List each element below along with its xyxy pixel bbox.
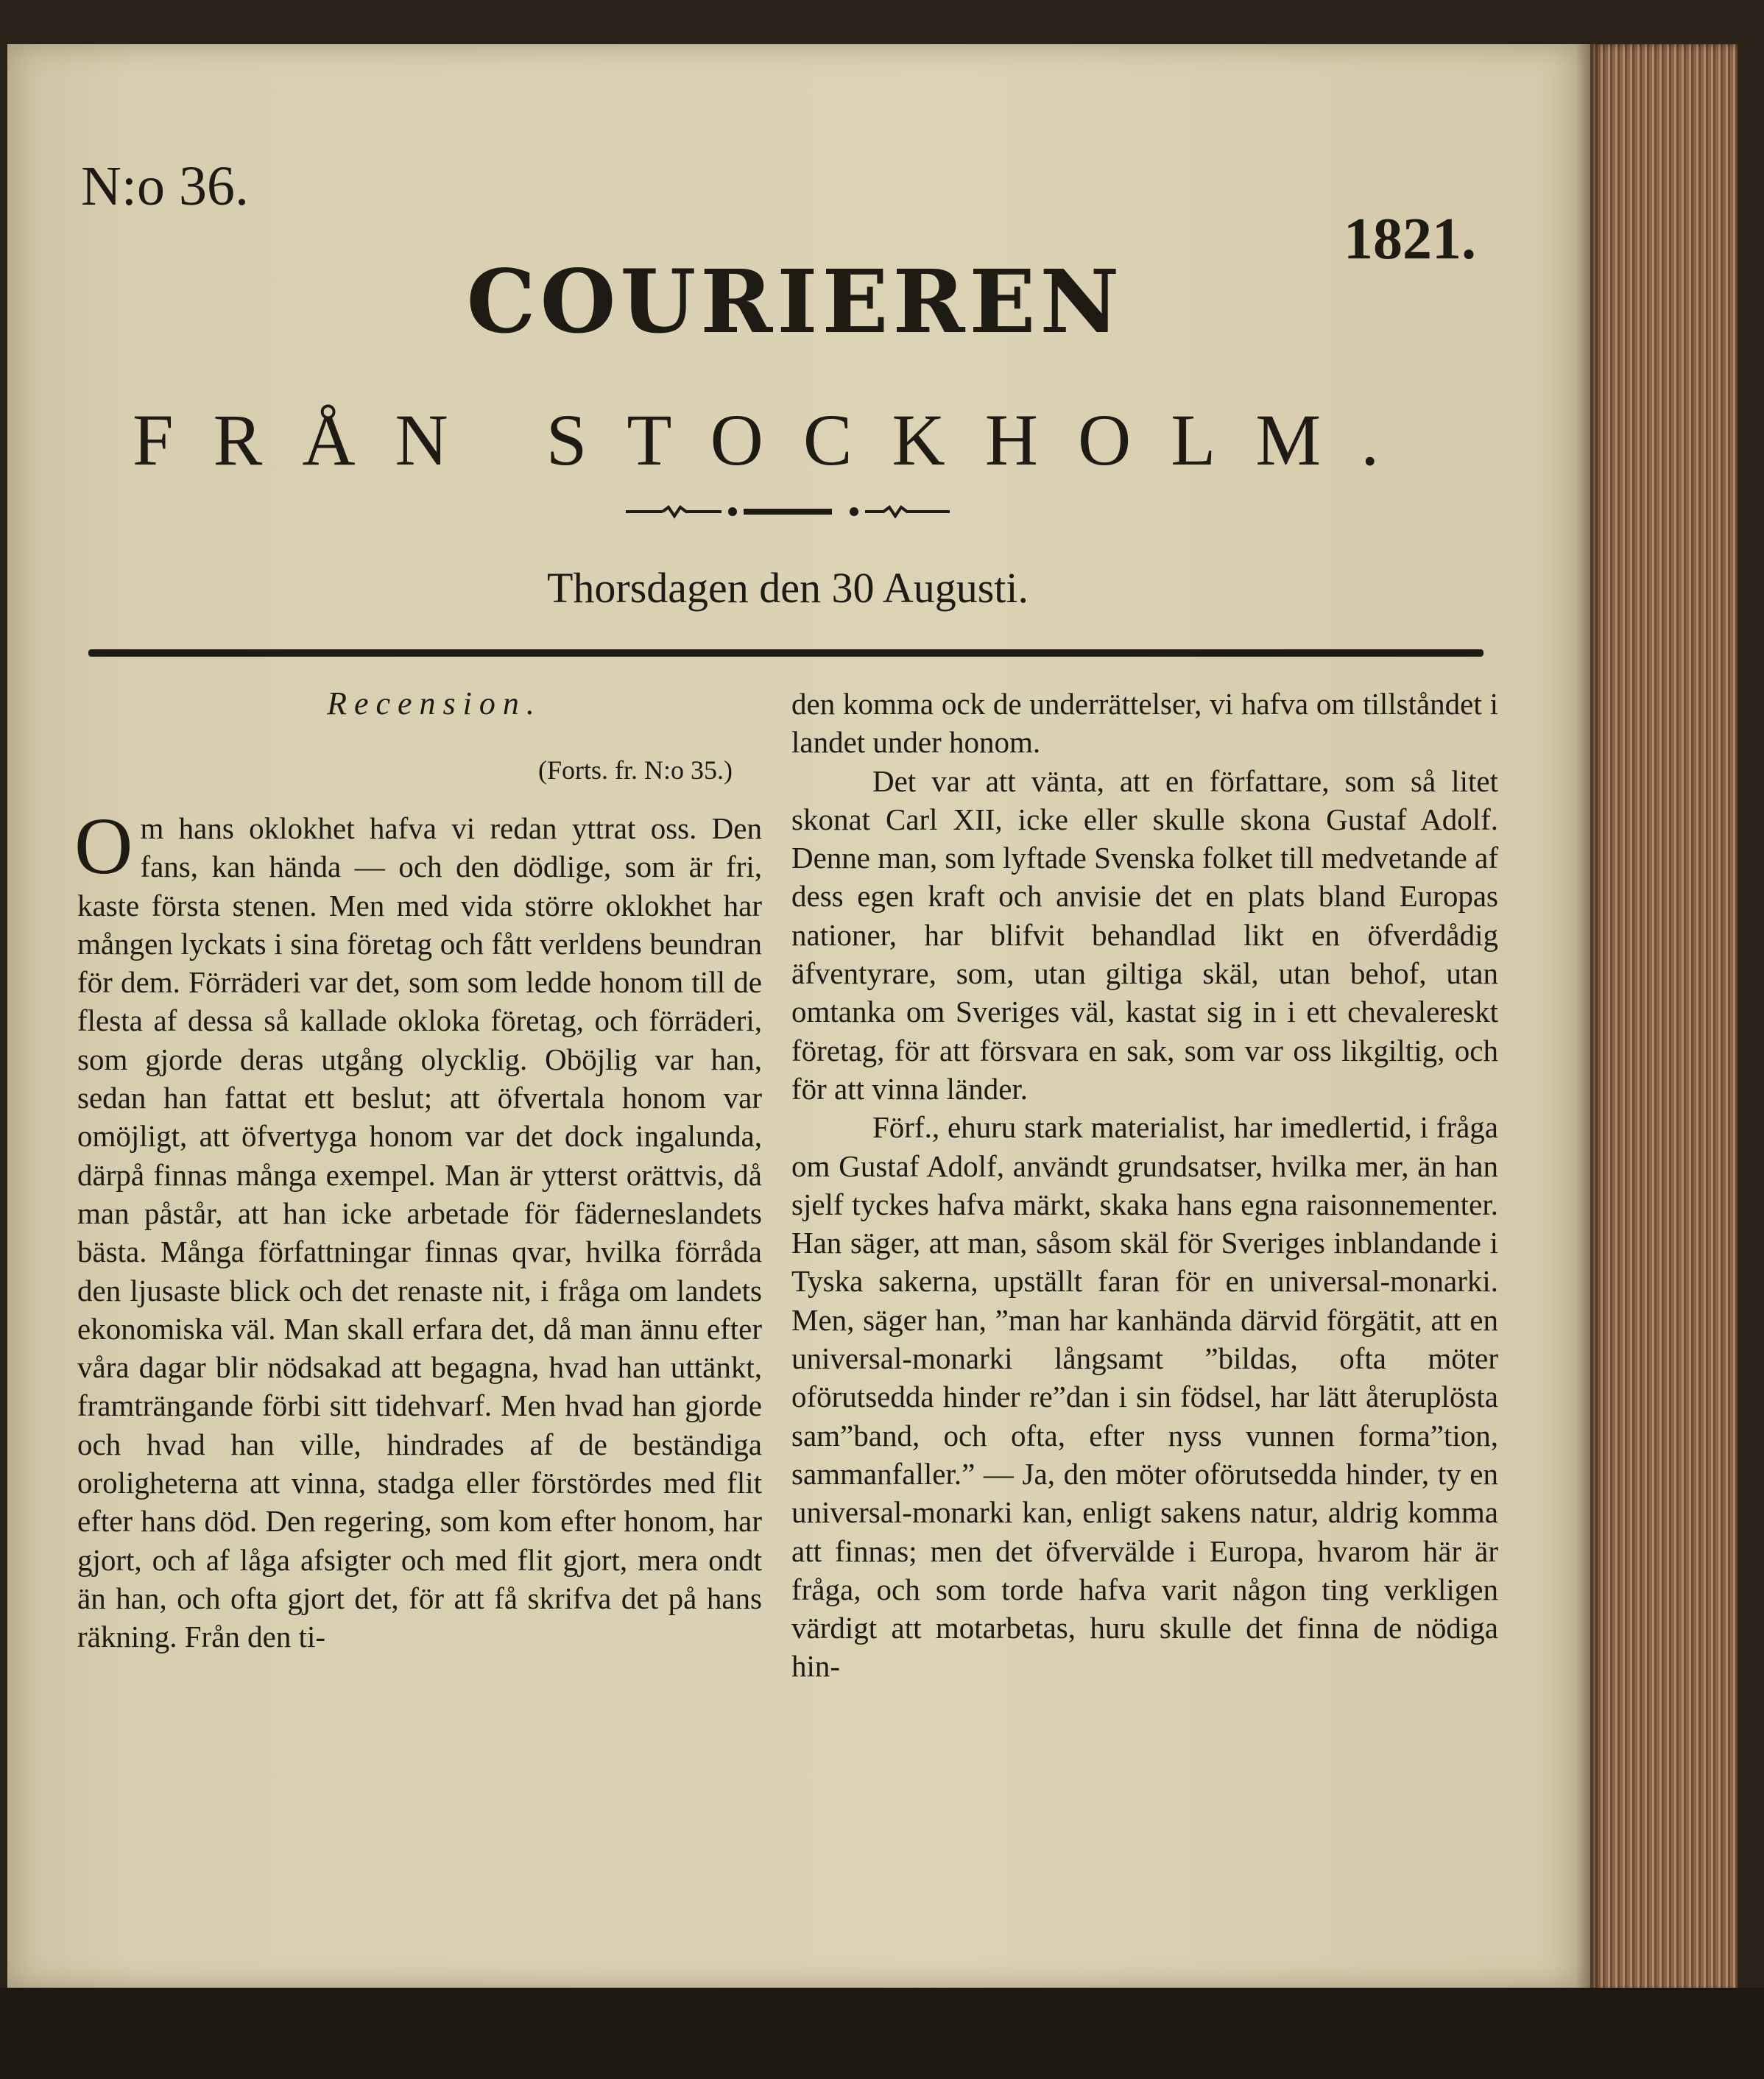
left-column <box>74 685 762 1656</box>
masthead-subtitle: FRÅN STOCKHOLM. <box>133 399 1419 481</box>
header-rule <box>88 649 1483 657</box>
masthead-title: COURIEREN <box>466 250 1124 353</box>
paragraph: Förf., ehuru stark materialist, har imedlertid, i fråga om Gustaf Adolf, användt grundsatser, hvilka mer, än han sjelf tyckes hafva märkt, skaka hans egna raisonnementer. Han säger, att man, såsom skäl för Sveriges inblandande i Tyska sakerna, upställt faran för en universal-monarki. Men, säger han, ”man har kanhända därvid förgätit, att en universal-monarki långsamt ”bildas, ofta möter oförutsedda hinder re”dan i sin födsel, har lätt återuplösta sam”band, och ofta, efter nyss vunnen forma”tion, sammanfaller.” — Ja, den möter oförutsedda hinder, ty en universal-monarki kan, enligt sakens natur, aldrig komma att finnas; men det öfvervälde i Europa, hvarom här är fråga, och som torde hafva varit någon ting verkligen värdigt att motarbetas, huru skulle det finna de nödiga hin- <box>791 1110 1498 1684</box>
background-shadow <box>0 1988 1764 2079</box>
paragraph: Det var att vänta, att en författare, som så litet skonat Carl XII, icke eller skulle skona Gustaf Adolf. Denne man, som lyftade Svenska folket till medvetande af dess egen kraft och anvisie det en plats bland Europas nationer, har blifvit behandlad likt en öfverdådig äfventyrare, som, utan giltiga skäl, utan behof, utan omtanka om Sveriges väl, kastat sig in i ett chevalereskt företag, för att försvara en sak, som var oss likgiltig, och för att vinna länder. <box>791 763 1498 1106</box>
section-heading: Recension. <box>327 685 542 721</box>
paragraph: den komma ock de underrättelser, vi hafva om tillståndet i landet under honom. <box>791 687 1498 760</box>
book-page-edges <box>1590 44 1737 1995</box>
issue-year: 1821. <box>1344 207 1476 272</box>
left-body-text: m hans oklokhet hafva vi redan yttrat oss. Den fans, kan hända — och den dödlige, som är fri, kaste första stenen. Men med vida större oklokhet har mången lyckats i sina företag och fått verldens beundran för dem. Förräderi var det, som som ledde honom till de flesta af dessa så kallade okloka företag, och förräderi, som gjorde deras utgång olycklig. Oböjlig var han, sedan han fattat ett beslut; att öfvertala honom var omöjligt, att öfvertyga honom var det dock ingalunda, därpå finnas många exempel. Man är ytterst orättvis, då man påstår, att han icke arbetade för fäderneslandets bästa. Många författningar finnas qvar, hvilka förråda den ljusaste blick och det renaste nit, i fråga om landets ekonomiska väl. Man skall erfara det, då man ännu efter våra dagar blir nödsakad att begagna, hvad han uttänkt, framträngande förbi sitt tidehvarf. Men hvad han gjorde och hvad han ville, hindrades af de beständiga oroligheterna att vinna, stadga eller förstördes med flit efter hans död. Den regering, som kom efter honom, har gjort, och af låga afsigter och med flit gjort, mera ondt än han, och ofta gjort det, för att få skrifva det på hans räkning. Från den ti- <box>77 811 762 1654</box>
left-body <box>74 801 762 1656</box>
right-column <box>791 685 1498 1686</box>
issue-date: Thorsdagen den 30 Augusti. <box>546 564 1029 612</box>
ornament-divider <box>611 501 964 523</box>
newspaper-page <box>7 44 1590 1988</box>
issue-number: N:o 36. <box>81 155 249 217</box>
drop-cap: O <box>74 801 133 891</box>
continued-note: (Forts. fr. N:o 35.) <box>538 755 733 785</box>
